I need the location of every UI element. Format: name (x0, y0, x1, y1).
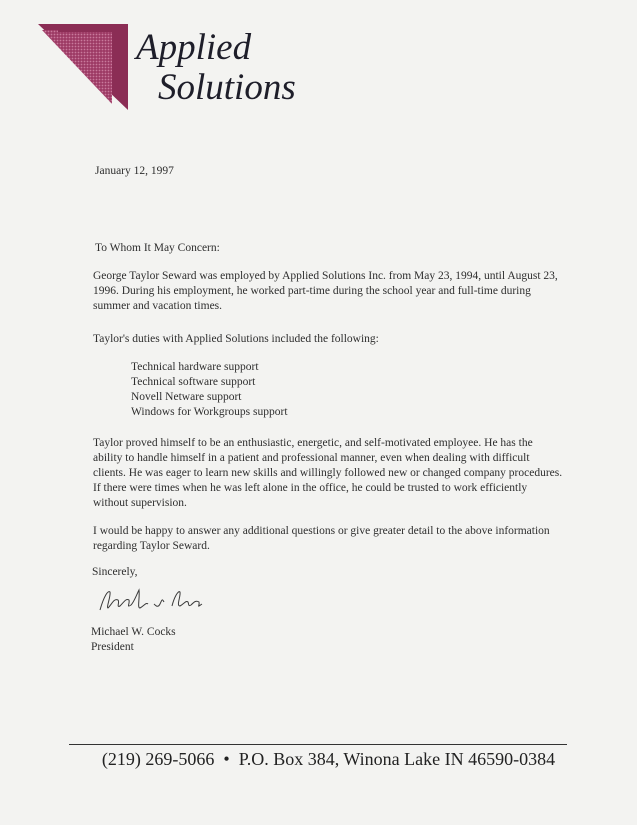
signer-name: Michael W. Cocks (91, 626, 176, 638)
duty-item: Technical hardware support (131, 361, 259, 373)
company-logo-text (136, 28, 296, 108)
footer-bullet: • (223, 749, 230, 769)
triangle-corner-logo-icon (38, 24, 128, 110)
letter-paragraph-2: Taylor's duties with Applied Solutions included the following: (93, 333, 379, 345)
duty-item: Technical software support (131, 376, 256, 388)
footer-divider (69, 744, 567, 745)
footer-address: P.O. Box 384, Winona Lake IN 46590-0384 (238, 749, 556, 769)
letter-paragraph-1: George Taylor Seward was employed by Applied Solutions Inc. from May 23, 1994, until August 23, 1996. During his employment, he worked part-time during the school year and full-time during summer and vacation times. (93, 270, 558, 312)
duty-item: Windows for Workgroups support (131, 406, 288, 418)
company-name-line2: Solutions (158, 67, 296, 108)
letter-date: January 12, 1997 (95, 165, 174, 177)
letter-closing: Sincerely, (92, 566, 138, 578)
letterhead-footer (0, 749, 637, 770)
signer-block (91, 625, 176, 655)
letter-salutation: To Whom It May Concern: (95, 242, 220, 254)
duty-item: Novell Netware support (131, 391, 242, 403)
handwritten-signature (96, 586, 206, 616)
footer-phone: (219) 269-5066 (101, 749, 215, 769)
letter-paragraph-4: I would be happy to answer any additional questions or give greater detail to the above information regarding Taylor Seward. (93, 525, 550, 552)
duties-list (131, 360, 288, 420)
letter-paragraph-3: Taylor proved himself to be an enthusiastic, energetic, and self-motivated employee. He has the ability to handle himself in a patient and professional manner, even when dealing with difficult clients. He was eager to learn new skills and willingly followed new or changed company procedures. If there were times when he was left alone in the office, he could be trusted to work efficiently without supervision. (93, 437, 563, 509)
signer-title: President (91, 641, 134, 653)
company-name-line1: Applied (136, 27, 252, 68)
